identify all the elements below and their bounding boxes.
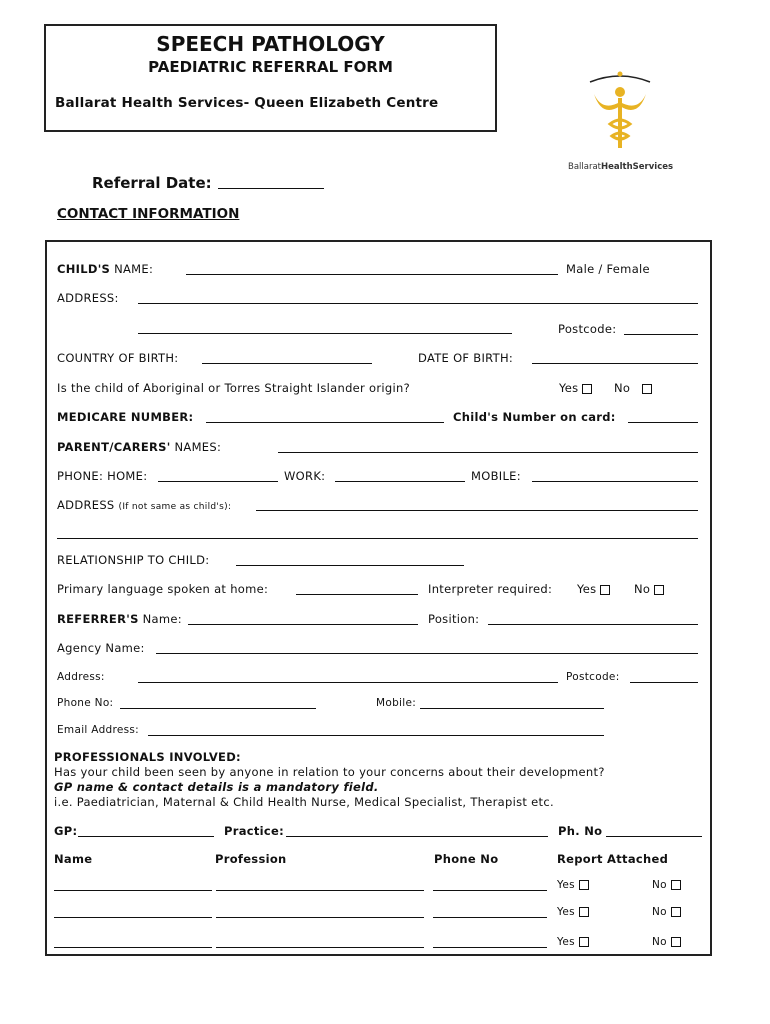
country-of-birth-label: COUNTRY OF BIRTH: <box>57 351 179 365</box>
referrer-mobile-label: Mobile: <box>376 697 417 709</box>
professional-profession-field[interactable] <box>216 890 424 891</box>
relationship-label: RELATIONSHIP TO CHILD: <box>57 553 210 567</box>
referrer-phone-field[interactable] <box>120 708 316 709</box>
referrer-address-label: Address: <box>57 671 105 683</box>
agency-name-label: Agency Name: <box>57 641 145 655</box>
work-label: WORK: <box>284 469 326 483</box>
professional-phone-field[interactable] <box>433 917 547 918</box>
aboriginal-yes[interactable]: Yes <box>559 381 592 395</box>
referrer-postcode-field[interactable] <box>630 682 698 683</box>
checkbox-icon[interactable] <box>579 937 589 947</box>
address-field-line-2[interactable] <box>138 333 512 334</box>
report-no[interactable]: No <box>652 906 681 918</box>
medicare-label: MEDICARE NUMBER: <box>57 410 194 424</box>
referrer-postcode-label: Postcode: <box>566 671 620 683</box>
logo-figure-icon <box>580 68 670 158</box>
checkbox-icon[interactable] <box>642 384 652 394</box>
child-name-field[interactable] <box>186 274 558 275</box>
checkbox-icon[interactable] <box>579 880 589 890</box>
column-report-attached: Report Attached <box>557 852 669 866</box>
form-title: SPEECH PATHOLOGY <box>156 32 385 56</box>
organisation-name: Ballarat Health Services- Queen Elizabeth Centre <box>55 95 439 111</box>
childs-number-label: Child's Number on card: <box>453 410 616 424</box>
gp-field[interactable] <box>78 836 214 837</box>
logo-caption: BallaratHealthServices <box>568 162 674 172</box>
practice-field[interactable] <box>286 836 548 837</box>
parent-names-label: PARENT/CARERS' NAMES: <box>57 440 222 454</box>
parent-address-label: ADDRESS (If not same as child's): <box>57 498 232 512</box>
primary-language-field[interactable] <box>296 594 418 595</box>
form-subtitle: PAEDIATRIC REFERRAL FORM <box>148 58 393 76</box>
email-label: Email Address: <box>57 724 140 736</box>
child-name-label: CHILD'S NAME: <box>57 262 154 276</box>
medicare-field[interactable] <box>206 422 444 423</box>
professionals-question: Has your child been seen by anyone in relation to your concerns about their development? <box>54 765 605 779</box>
date-of-birth-label: DATE OF BIRTH: <box>418 351 514 365</box>
ph-no-field[interactable] <box>606 836 702 837</box>
parent-address-field-line-2[interactable] <box>57 538 698 539</box>
checkbox-icon[interactable] <box>582 384 592 394</box>
primary-language-label: Primary language spoken at home: <box>57 582 269 596</box>
relationship-field[interactable] <box>236 565 464 566</box>
position-label: Position: <box>428 612 480 626</box>
practice-label: Practice: <box>224 824 285 838</box>
professional-name-field[interactable] <box>54 917 212 918</box>
aboriginal-no[interactable]: No <box>614 381 652 395</box>
professional-phone-field[interactable] <box>433 890 547 891</box>
contact-form-box <box>45 240 712 956</box>
phone-home-label: PHONE: HOME: <box>57 469 148 483</box>
postcode-field[interactable] <box>624 334 698 335</box>
checkbox-icon[interactable] <box>579 907 589 917</box>
referrer-name-label: REFERRER'S Name: <box>57 612 182 626</box>
referral-date-field[interactable] <box>218 188 324 189</box>
professional-profession-field[interactable] <box>216 917 424 918</box>
report-no[interactable]: No <box>652 936 681 948</box>
checkbox-icon[interactable] <box>671 880 681 890</box>
interpreter-no[interactable]: No <box>634 582 664 596</box>
gp-label: GP: <box>54 824 78 838</box>
phone-home-field[interactable] <box>158 481 278 482</box>
professionals-examples: i.e. Paediatrician, Maternal & Child Health Nurse, Medical Specialist, Therapist etc. <box>54 795 554 809</box>
interpreter-label: Interpreter required: <box>428 582 553 596</box>
mobile-label: MOBILE: <box>471 469 521 483</box>
checkbox-icon[interactable] <box>654 585 664 595</box>
column-profession: Profession <box>215 852 287 866</box>
checkbox-icon[interactable] <box>671 937 681 947</box>
position-field[interactable] <box>488 624 698 625</box>
country-of-birth-field[interactable] <box>202 363 372 364</box>
work-field[interactable] <box>335 481 465 482</box>
referrer-phone-label: Phone No: <box>57 697 114 709</box>
agency-name-field[interactable] <box>156 653 698 654</box>
referral-date-label: Referral Date: <box>92 174 212 192</box>
childs-number-field[interactable] <box>628 422 698 423</box>
postcode-label: Postcode: <box>558 322 617 336</box>
professionals-heading: PROFESSIONALS INVOLVED: <box>54 750 241 764</box>
contact-information-heading: CONTACT INFORMATION <box>57 206 240 222</box>
mandatory-note: GP name & contact details is a mandatory field. <box>54 780 379 794</box>
column-phone-no: Phone No <box>434 852 499 866</box>
interpreter-yes[interactable]: Yes <box>577 582 610 596</box>
ballarat-health-logo <box>580 68 670 158</box>
report-no[interactable]: No <box>652 879 681 891</box>
checkbox-icon[interactable] <box>671 907 681 917</box>
professional-name-field[interactable] <box>54 890 212 891</box>
email-field[interactable] <box>148 735 604 736</box>
professional-name-field[interactable] <box>54 947 212 948</box>
professional-phone-field[interactable] <box>433 947 547 948</box>
referrer-mobile-field[interactable] <box>420 708 604 709</box>
referrer-name-field[interactable] <box>188 624 418 625</box>
ph-no-label: Ph. No <box>558 824 603 838</box>
parent-names-field[interactable] <box>278 452 698 453</box>
address-field-line-1[interactable] <box>138 303 698 304</box>
date-of-birth-field[interactable] <box>532 363 698 364</box>
column-name: Name <box>54 852 93 866</box>
report-yes[interactable]: Yes <box>557 906 589 918</box>
parent-address-field-line-1[interactable] <box>256 510 698 511</box>
address-label: ADDRESS: <box>57 291 119 305</box>
mobile-field[interactable] <box>532 481 698 482</box>
sex-option[interactable]: Male / Female <box>566 262 650 276</box>
report-yes[interactable]: Yes <box>557 879 589 891</box>
professional-profession-field[interactable] <box>216 947 424 948</box>
referrer-address-field[interactable] <box>138 682 558 683</box>
report-yes[interactable]: Yes <box>557 936 589 948</box>
checkbox-icon[interactable] <box>600 585 610 595</box>
aboriginal-question: Is the child of Aboriginal or Torres Straight Islander origin? <box>57 381 410 395</box>
